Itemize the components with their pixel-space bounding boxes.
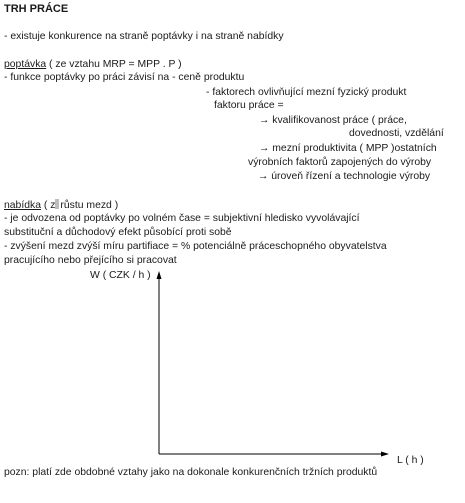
demand-line-4: → kvalifikovanost práce ( práce,: [259, 115, 407, 126]
demand-line-5: dovednosti, vzdělání: [349, 128, 444, 139]
intro-line: - existuje konkurence na straně poptávky i na straně nabídky: [4, 31, 284, 42]
y-axis: [157, 271, 162, 454]
demand-line-3: faktoru práce =: [214, 100, 284, 111]
demand-line-1: - funkce poptávky po práci závisí na - ceně produktu: [4, 72, 245, 83]
x-axis: [159, 452, 389, 457]
graph-x-label: L ( h ): [397, 455, 424, 466]
demand-line-7: výrobních faktorů zapojených do výroby: [248, 157, 432, 168]
supply-heading-word: nabídka: [4, 200, 41, 211]
supply-line-1: - je odvozena od poptávky po volném čase = subjektivní hledisko vyvolávající: [4, 213, 360, 224]
demand-heading-rest: ( ze vztahu MRP = MPP . P ): [46, 59, 182, 70]
supply-heading-rest-a: ( z: [40, 200, 56, 211]
demand-heading: [4, 59, 182, 71]
demand-heading-word: poptávka: [4, 59, 47, 70]
supply-line-4: pracujícího nebo přejícího si pracovat: [4, 255, 177, 266]
supply-line-2: substituční a důchodový efekt působící proti sobě: [4, 227, 232, 238]
x-axis-arrow-icon: [381, 452, 389, 457]
supply-heading: [4, 199, 118, 212]
demand-line-2: - faktorech ovlivňující mezní fyzický produkt: [206, 87, 407, 98]
y-axis-arrow-icon: [157, 271, 162, 279]
note-line: pozn: platí zde obdobné vztahy jako na dokonale konkurenčních tržních produktů: [4, 467, 378, 478]
demand-line-8: → úroveň řízení a technologie výroby: [258, 171, 431, 182]
graph-y-label: W ( CZK / h ): [90, 270, 151, 281]
supply-line-3: - zvýšení mezd zvýší míru partifiace = % potenciálně práceschopného obyvatelstva: [4, 241, 387, 252]
page-title: TRH PRÁCE: [4, 3, 69, 15]
demand-line-6: → mezní produktivita ( MPP )ostatních: [259, 143, 437, 154]
supply-heading-rest-b: růstu mezd ): [60, 200, 119, 211]
text-cursor: [55, 199, 59, 209]
